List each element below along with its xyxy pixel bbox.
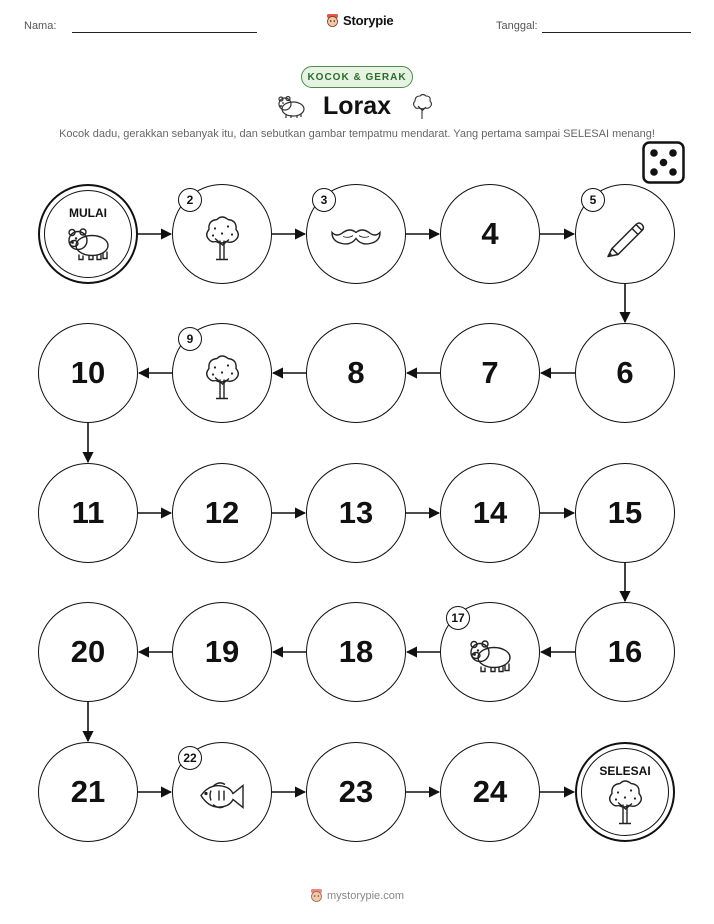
board-space: [172, 184, 272, 284]
start-space: [38, 184, 138, 284]
space-number: 23: [338, 774, 374, 809]
board-space: [575, 602, 675, 702]
storypie-mascot-icon: [310, 888, 323, 903]
fish-icon: [197, 778, 247, 817]
space-number: 6: [616, 355, 634, 390]
footer-url: mystorypie.com: [326, 889, 405, 902]
board-space: [172, 323, 272, 423]
space-number: 7: [481, 355, 499, 390]
space-number: 15: [607, 495, 643, 530]
game-instructions: Kocok dadu, gerakkan sebanyak itu, dan sebutkan gambar tempatmu mendarat. Yang pertama sampai SELESAI menang!: [59, 128, 655, 140]
tree-icon: [202, 353, 242, 404]
board-space: [440, 323, 540, 423]
pencil-icon: [602, 214, 648, 265]
board-space: [575, 463, 675, 563]
space-number: 13: [338, 495, 374, 530]
game-title: Lorax: [322, 92, 392, 120]
space-number: 16: [607, 634, 643, 669]
board-space: [440, 602, 540, 702]
space-number: 20: [70, 634, 106, 669]
space-number-badge: 22: [178, 746, 202, 770]
board-space: [38, 742, 138, 842]
brand-name: Storypie: [343, 13, 394, 28]
tree-icon: [605, 778, 645, 829]
space-number: 19: [204, 634, 240, 669]
game-type-tag: KOCOK & GERAK: [301, 66, 413, 88]
board-space: [306, 323, 406, 423]
board-space: [440, 463, 540, 563]
space-number: 14: [472, 495, 508, 530]
space-number: 21: [70, 774, 106, 809]
board-space: [172, 602, 272, 702]
finish-space: [575, 742, 675, 842]
space-number-badge: 2: [178, 188, 202, 212]
board-space: [575, 323, 675, 423]
space-number-badge: 5: [581, 188, 605, 212]
name-label: Nama:: [24, 20, 57, 32]
bear-icon: [65, 225, 111, 266]
board-space: [306, 184, 406, 284]
board-space: [306, 602, 406, 702]
space-label: MULAI: [69, 206, 107, 220]
board-space: [38, 323, 138, 423]
board-space: [172, 742, 272, 842]
mustache-icon: [331, 226, 381, 253]
space-number-badge: 17: [446, 606, 470, 630]
space-number: 12: [204, 495, 240, 530]
space-number-badge: 9: [178, 327, 202, 351]
board-space: [38, 602, 138, 702]
board-space: [575, 184, 675, 284]
space-number: 10: [70, 355, 106, 390]
date-label: Tanggal:: [496, 20, 538, 32]
space-number: 24: [472, 774, 508, 809]
board-space: [306, 463, 406, 563]
board-space: [38, 463, 138, 563]
space-number: 18: [338, 634, 374, 669]
tree-icon: [202, 214, 242, 265]
board-space: [440, 184, 540, 284]
space-number: 4: [481, 216, 499, 251]
footer: [0, 888, 714, 903]
board-space: [306, 742, 406, 842]
space-number-badge: 3: [312, 188, 336, 212]
bear-icon: [467, 637, 513, 678]
space-number: 8: [347, 355, 365, 390]
board-space: [440, 742, 540, 842]
board-space: [172, 463, 272, 563]
space-number: 11: [71, 495, 105, 530]
space-label: SELESAI: [599, 764, 651, 778]
